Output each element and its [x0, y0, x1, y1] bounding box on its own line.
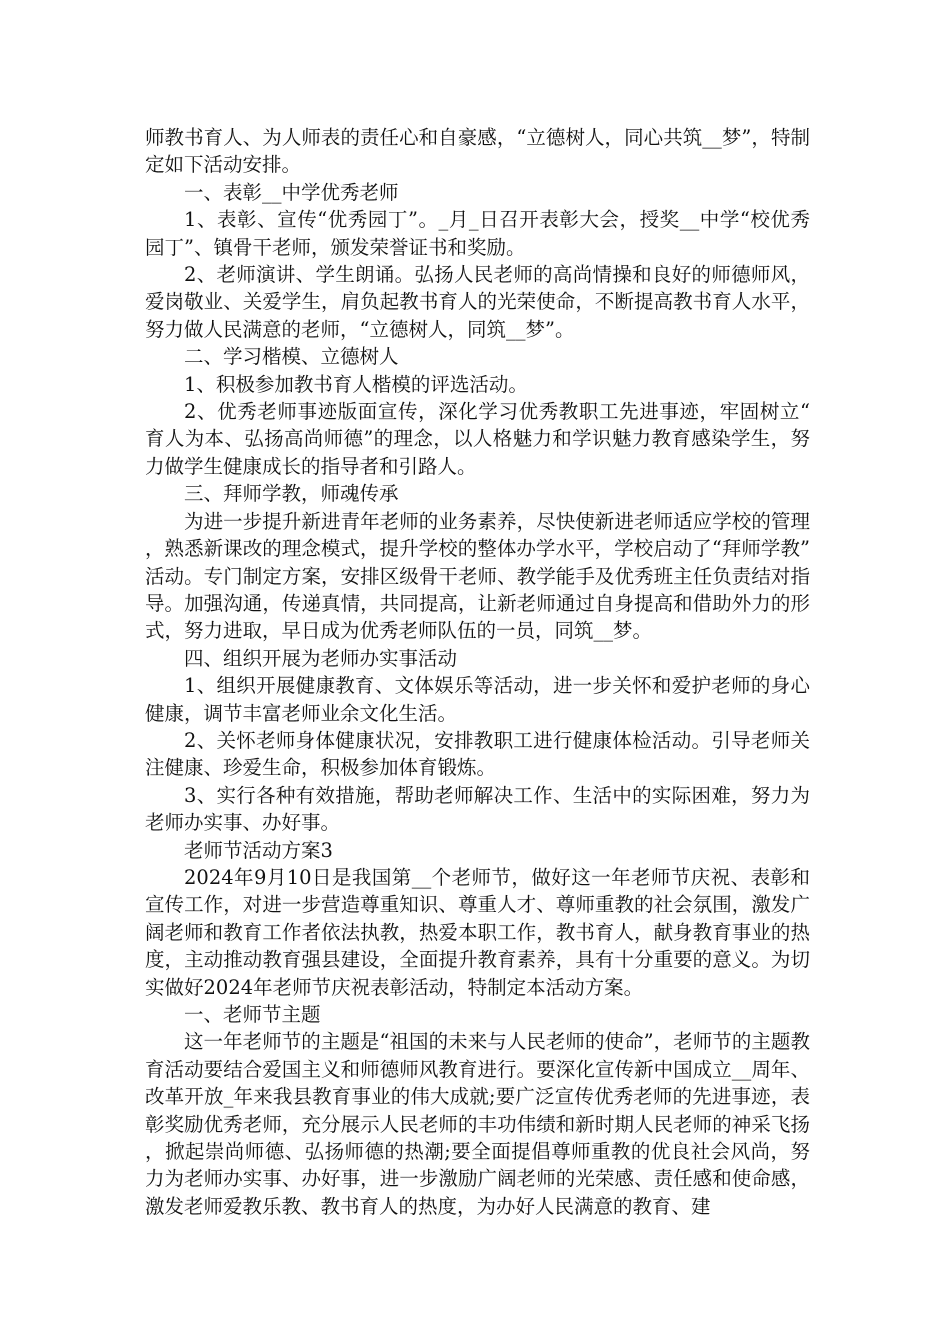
body-paragraph: 2、关怀老师身体健康状况，安排教职工进行健康体检活动。引导老师关注健康、珍爱生命，积极参加体育锻炼。: [145, 728, 810, 780]
body-paragraph: 师教书育人、为人师表的责任心和自豪感，“立德树人，同心共筑__梦”，特制定如下活动安排。: [145, 126, 810, 177]
body-paragraph: 2024年9月10日是我国第__个老师节，做好这一年老师节庆祝、表彰和宣传工作，对进一步营造尊重知识、尊重人才、尊师重教的社会氛围，激发广阔老师和教育工作者依法执教，热爱本职工作，教书育人，献身教育事业的热度，主动推动教育强县建设，全面提升教育素养，具有十分重要的意义。为切实做好2024年老师节庆祝表彰活动，特制定本活动方案。: [145, 865, 810, 999]
section-heading: 一、表彰__中学优秀老师: [184, 180, 399, 204]
section-heading: 一、老师节主题: [184, 1003, 321, 1026]
body-paragraph: 2、老师演讲、学生朗诵。弘扬人民老师的高尚情操和良好的师德师风，爱岗敬业、关爱学生，肩负起教书育人的光荣使命，不断提高教书育人水平，努力做人民满意的老师，“立德树人，同筑__梦”。: [145, 263, 810, 341]
body-paragraph: 这一年老师节的主题是“祖国的未来与人民老师的使命”，老师节的主题教育活动要结合爱国主义和师德师风教育进行。要深化宣传新中国成立__周年、改革开放_年来我县教育事业的伟大成就;要广泛宣传优秀老师的先进事迹，表彰奖励优秀老师，充分展示人民老师的丰功伟绩和新时期人民老师的神采飞扬，掀起崇尚师德、弘扬师德的热潮;要全面提倡尊师重教的优良社会风尚，努力为老师办实事、办好事，进一步激励广阔老师的光荣感、责任感和使命感，激发老师爱教乐教、教书育人的热度，为办好人民满意的教育、建: [145, 1030, 810, 1218]
section-heading: 三、拜师学教，师魂传承: [184, 482, 399, 506]
plan-title: 老师节活动方案3: [184, 838, 333, 862]
document-body: [145, 124, 810, 1220]
body-paragraph: 1、表彰、宣传“优秀园丁”。_月_日召开表彰大会，授奖__中学“校优秀园丁”、镇骨干老师，颁发荣誉证书和奖励。: [145, 208, 810, 259]
body-paragraph: 1、积极参加教书育人楷模的评选活动。: [184, 372, 528, 396]
body-paragraph: 3、实行各种有效措施，帮助老师解决工作、生活中的实际困难，努力为老师办实事、办好事。: [145, 783, 810, 835]
section-heading: 四、组织开展为老师办实事活动: [184, 646, 458, 670]
section-heading: 二、学习楷模、立德树人: [184, 345, 399, 369]
body-paragraph: 1、组织开展健康教育、文体娱乐等活动，进一步关怀和爱护老师的身心健康，调节丰富老师业余文化生活。: [145, 674, 810, 725]
body-paragraph: 2、优秀老师事迹版面宣传，深化学习优秀教职工先进事迹，牢固树立“育人为本、弘扬高尚师德”的理念，以人格魅力和学识魅力教育感染学生，努力做学生健康成长的指导者和引路人。: [145, 400, 810, 478]
body-paragraph: 为进一步提升新进青年老师的业务素养，尽快使新进老师适应学校的管理，熟悉新课改的理念模式，提升学校的整体办学水平，学校启动了“拜师学教”活动。专门制定方案，安排区级骨干老师、教学能手及优秀班主任负责结对指导。加强沟通，传递真情，共同提高，让新老师通过自身提高和借助外力的形式，努力进取，早日成为优秀老师队伍的一员，同筑__梦。: [145, 509, 810, 643]
